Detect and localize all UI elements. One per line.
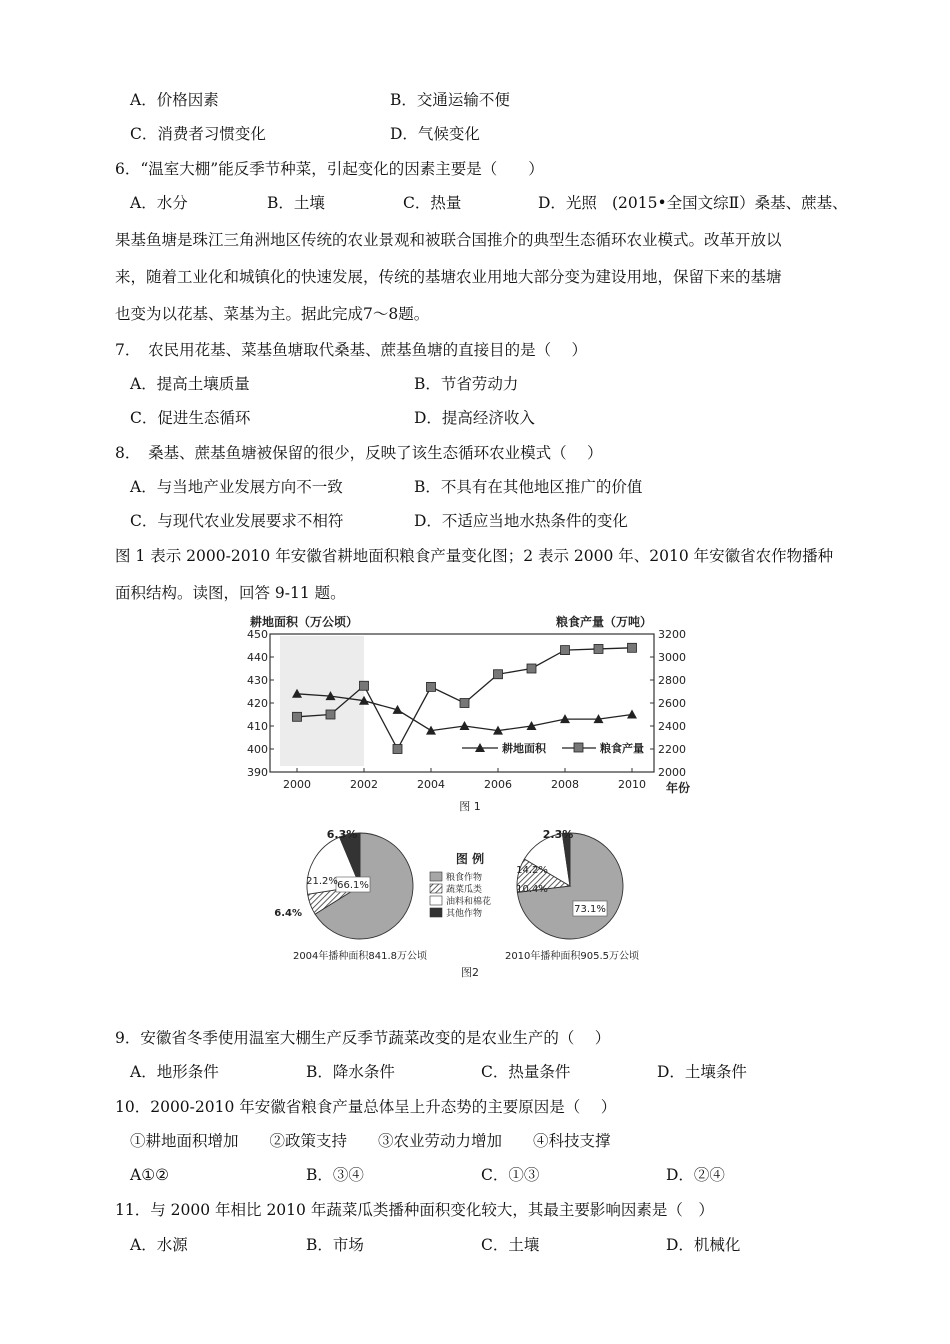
intro-line-1: 图 1 表示 2000-2010 年安徽省耕地面积粮食产量变化图；2 表示 2000 年、2010 年安徽省农作物播种 [115, 547, 834, 565]
q8-stem: 8． 桑基、蔗基鱼塘被保留的很少，反映了该生态循环农业模式（ ） [115, 444, 603, 462]
q10-option-d: D．②④ [666, 1166, 725, 1184]
x-tick-label: 2002 [350, 778, 378, 791]
pie-label-vegetables: 10.4% [516, 884, 548, 895]
right-tick-label: 2400 [658, 720, 686, 733]
pie-label-oil-cotton: 21.2% [306, 876, 338, 887]
pie-label-grain: 73.1% [574, 904, 606, 915]
arable-area-point [627, 710, 637, 719]
intro-line-2: 面积结构。读图，回答 9-11 题。 [115, 584, 346, 602]
grain-output-point [326, 710, 335, 719]
q10-option-c: C．①③ [481, 1166, 540, 1184]
chart-legend [462, 741, 644, 755]
figure-2-caption: 图2 [461, 966, 479, 979]
legend-label-other: 其他作物 [446, 909, 483, 919]
left-tick-label: 440 [247, 651, 268, 664]
x-tick-label: 2006 [484, 778, 512, 791]
left-tick-label: 410 [247, 720, 268, 733]
figure-2-pie-charts [270, 826, 670, 986]
q11-option-a: A．水源 [130, 1236, 188, 1254]
grain-output-point [494, 670, 503, 679]
q11-option-b: B．市场 [306, 1236, 364, 1254]
right-tick-label: 2600 [658, 697, 686, 710]
q7-stem: 7． 农民用花基、菜基鱼塘取代桑基、蔗基鱼塘的直接目的是（ ） [115, 341, 588, 359]
arable-area-point [460, 721, 470, 730]
x-tick-label: 2008 [551, 778, 579, 791]
grain-output-point [628, 643, 637, 652]
pie-label-vegetables: 6.4% [274, 908, 302, 919]
pie-label-other: 6.3% [326, 828, 358, 841]
q8-option-b: B．不具有在其他地区推广的价值 [414, 478, 643, 496]
right-axis-label: 粮食产量（万吨） [555, 615, 652, 629]
grain-output-point [427, 682, 436, 691]
x-tick-label: 2010 [618, 778, 646, 791]
left-tick-label: 450 [247, 628, 268, 641]
pie-label-grain: 66.1% [337, 880, 369, 891]
x-tick-label: 2000 [283, 778, 311, 791]
chart-background-smudge [280, 636, 364, 766]
q10-stem: 10．2000-2010 年安徽省粮食产量总体呈上升态势的主要原因是（ ） [115, 1098, 617, 1116]
pie-legend [430, 851, 491, 919]
right-tick-label: 3200 [658, 628, 686, 641]
figure-1-line-chart [240, 610, 700, 820]
grain-output-point [460, 699, 469, 708]
pie-2004-caption: 2004年播种面积841.8万公顷 [292, 951, 428, 962]
passage-line-3: 来，随着工业化和城镇化的快速发展，传统的基塘农业用地大部分变为建设用地，保留下来的基塘 [115, 268, 782, 286]
legend-label-vegetables: 蔬菜瓜类 [446, 885, 483, 895]
q9-option-b: B．降水条件 [306, 1063, 395, 1081]
grain-output-point [293, 712, 302, 721]
q6-option-c: C．热量 [403, 194, 462, 212]
legend-swatch-grain [430, 872, 442, 881]
left-axis-label: 耕地面积（万公顷） [250, 615, 359, 629]
q6-stem: 6．“温室大棚”能反季节种菜，引起变化的因素主要是（ ） [115, 160, 544, 178]
q6-option-d: D．光照 [538, 194, 597, 212]
q11-option-c: C．土壤 [481, 1236, 540, 1254]
legend-label-grain: 粮食产量 [600, 742, 644, 755]
q8-option-d: D．不适应当地水热条件的变化 [414, 512, 628, 530]
x-axis-label: 年份 [665, 781, 691, 795]
q10-option-b: B．③④ [306, 1166, 364, 1184]
q6-option-b: B．土壤 [267, 194, 325, 212]
pie-legend-title: 图 例 [455, 852, 485, 866]
right-tick-label: 3000 [658, 651, 686, 664]
q9-option-a: A．地形条件 [130, 1063, 219, 1081]
q9-option-c: C．热量条件 [481, 1063, 571, 1081]
grain-output-point [594, 644, 603, 653]
q10-statements: ①耕地面积增加 ②政策支持 ③农业劳动力增加 ④科技支撑 [130, 1132, 611, 1150]
legend-swatch-vegetables [430, 884, 442, 893]
left-tick-label: 420 [247, 697, 268, 710]
pie-label-oil-cotton: 14.2% [516, 865, 548, 876]
q5-option-c: C．消费者习惯变化 [130, 125, 266, 143]
q9-option-d: D．土壤条件 [657, 1063, 747, 1081]
left-tick-label: 400 [247, 743, 268, 756]
passage-line-1: (2015•全国文综Ⅱ）桑基、蔗基、 [612, 194, 848, 212]
legend-swatch-other [430, 908, 442, 917]
q5-option-a: A．价格因素 [130, 91, 219, 109]
legend-swatch-oil-cotton [430, 896, 442, 905]
left-tick-label: 430 [247, 674, 268, 687]
q10-option-a: A①② [130, 1166, 169, 1184]
q7-option-d: D．提高经济收入 [414, 409, 535, 427]
passage-line-2: 果基鱼塘是珠江三角洲地区传统的农业景观和被联合国推介的典型生态循环农业模式。改革开放以 [115, 231, 782, 249]
q11-option-d: D．机械化 [666, 1236, 741, 1254]
passage-line-4: 也变为以花基、菜基为主。据此完成7～8题。 [115, 305, 430, 323]
right-tick-label: 2800 [658, 674, 686, 687]
q8-option-a: A．与当地产业发展方向不一致 [130, 478, 343, 496]
pie-label-other: 2.3% [542, 828, 574, 841]
grain-output-point [393, 745, 402, 754]
pie-2010 [516, 828, 623, 939]
legend-square-marker [574, 743, 583, 752]
pie-2004 [274, 828, 413, 939]
left-tick-label: 390 [247, 766, 268, 779]
q7-option-c: C．促进生态循环 [130, 409, 251, 427]
grain-output-point [527, 664, 536, 673]
legend-label-oil-cotton: 油料和棉花 [446, 897, 492, 907]
grain-output-point [561, 646, 570, 655]
q5-option-b: B．交通运输不便 [390, 91, 510, 109]
x-tick-label: 2004 [417, 778, 445, 791]
right-tick-label: 2000 [658, 766, 686, 779]
q5-option-d: D．气候变化 [390, 125, 480, 143]
q6-option-a: A．水分 [130, 194, 188, 212]
q7-option-a: A．提高土壤质量 [130, 375, 250, 393]
q7-option-b: B．节省劳动力 [414, 375, 519, 393]
grain-output-point [360, 681, 369, 690]
figure-1-caption: 图 1 [459, 800, 481, 813]
right-tick-label: 2200 [658, 743, 686, 756]
q9-stem: 9．安徽省冬季使用温室大棚生产反季节蔬菜改变的是农业生产的（ ） [115, 1029, 611, 1047]
pie-2010-caption: 2010年播种面积905.5万公顷 [504, 951, 640, 962]
legend-label-grain-crops: 粮食作物 [446, 873, 483, 883]
legend-label-arable: 耕地面积 [502, 742, 546, 755]
q11-stem: 11．与 2000 年相比 2010 年蔬菜瓜类播种面积变化较大，其最主要影响因素是（ ） [115, 1201, 714, 1219]
q8-option-c: C．与现代农业发展要求不相符 [130, 512, 344, 530]
